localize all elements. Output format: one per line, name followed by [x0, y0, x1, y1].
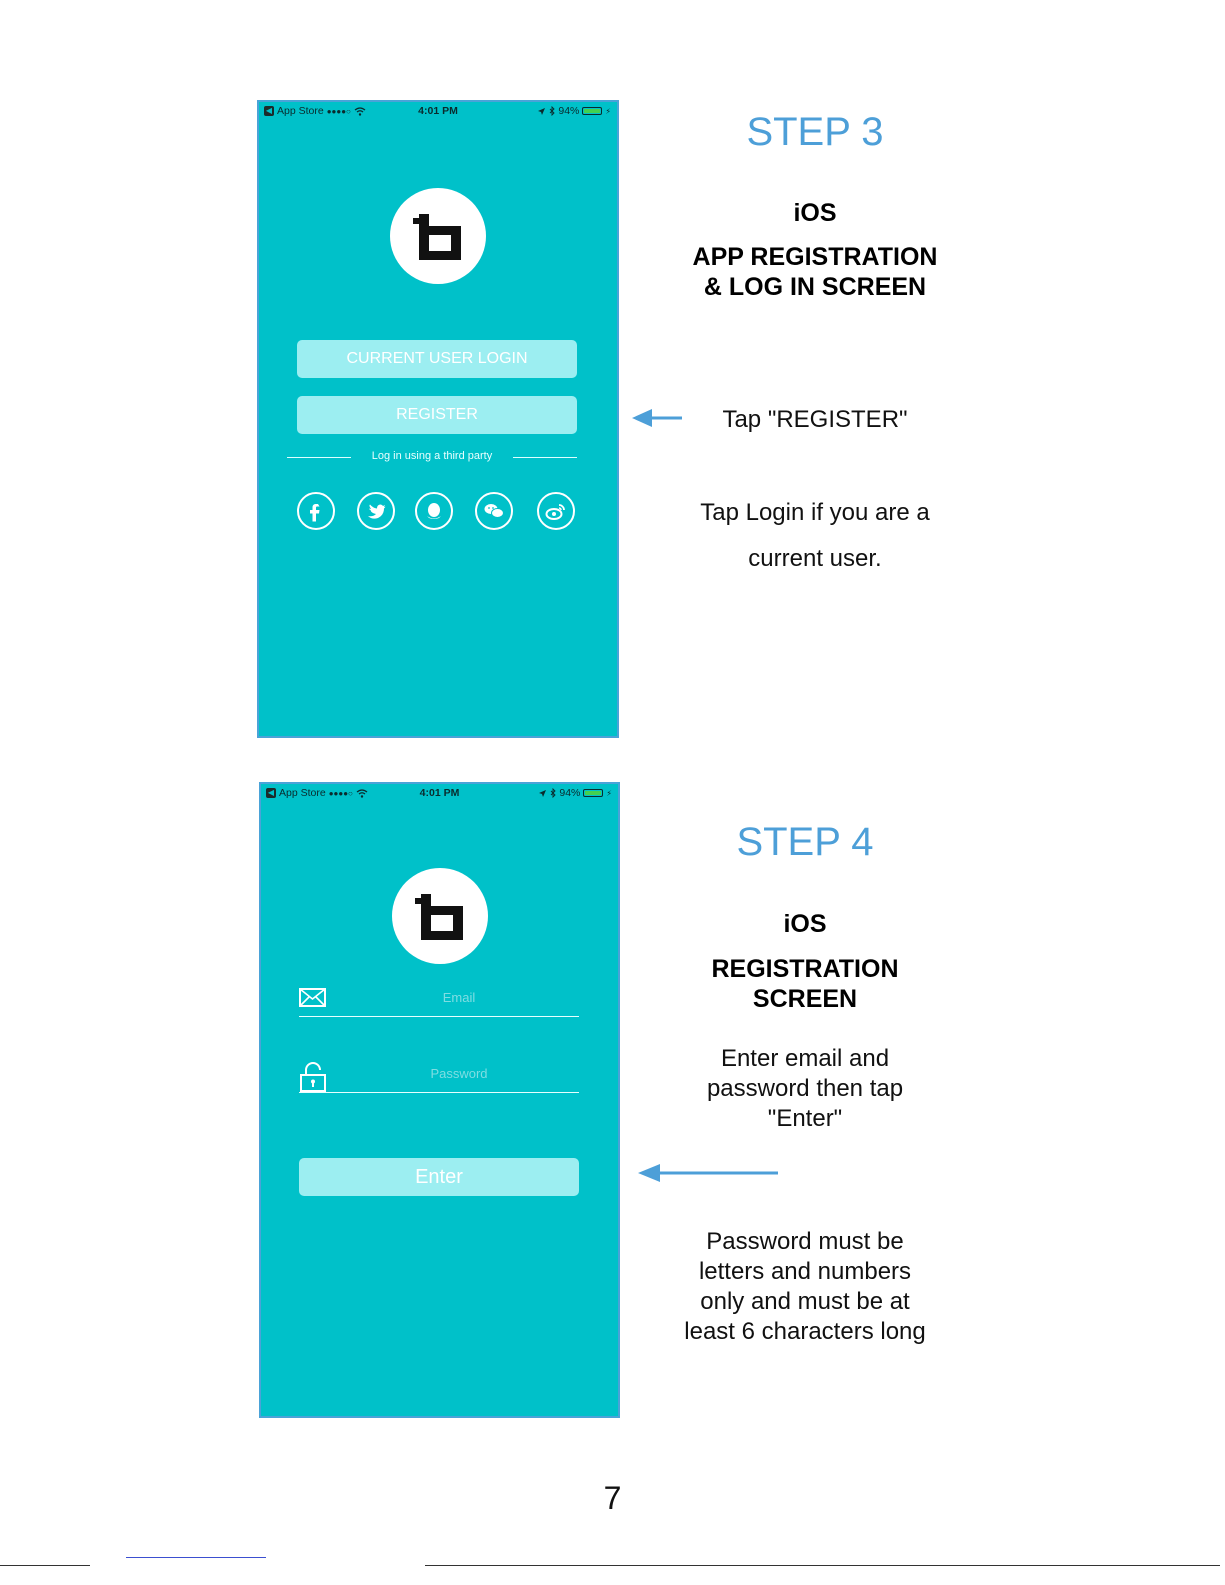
footer-rule: [425, 1565, 1220, 1566]
wechat-icon[interactable]: [475, 492, 513, 530]
step4-note-line4: least 6 characters long: [684, 1318, 926, 1345]
weibo-icon[interactable]: [537, 492, 575, 530]
location-arrow-icon: [537, 107, 546, 116]
step4-title: STEP 4: [736, 820, 874, 864]
qq-icon[interactable]: [415, 492, 453, 530]
app-logo: [392, 868, 488, 964]
twitter-icon[interactable]: [357, 492, 395, 530]
battery-icon: [582, 107, 602, 115]
step3-instruction: Tap "REGISTER": [722, 406, 908, 433]
status-time: 4:01 PM: [418, 105, 458, 117]
back-arrow-icon[interactable]: ◀: [265, 106, 273, 115]
step4-note-line1: Password must be: [706, 1228, 904, 1255]
signal-strength-icon: ●●●●○: [326, 106, 351, 116]
facebook-icon[interactable]: [297, 492, 335, 530]
status-bar: [259, 102, 617, 120]
step4-heading-line2: SCREEN: [752, 985, 858, 1013]
arrow-left-icon: [638, 1160, 780, 1186]
register-button[interactable]: REGISTER: [297, 396, 577, 434]
step4-instruction-line1: Enter email and: [720, 1045, 890, 1072]
step3-note-line2: current user.: [748, 545, 882, 572]
location-arrow-icon: [538, 789, 547, 798]
battery-icon: [583, 789, 603, 797]
charging-icon: ⚡: [606, 788, 612, 798]
status-bar: [261, 784, 618, 802]
email-placeholder: Email: [442, 990, 476, 1005]
registration-screen-screenshot: [259, 782, 620, 1418]
current-user-login-button[interactable]: CURRENT USER LOGIN: [297, 340, 577, 378]
step4-note-line2: letters and numbers: [698, 1258, 912, 1285]
carrier-label: App Store: [279, 787, 326, 799]
battery-percent: 94%: [558, 105, 580, 117]
step4-heading-line1: REGISTRATION: [711, 955, 899, 983]
battery-percent: 94%: [559, 787, 581, 799]
step3-heading-line2: & LOG IN SCREEN: [703, 273, 927, 301]
third-party-divider: [287, 450, 577, 464]
envelope-icon: [299, 986, 327, 1012]
third-party-label: Log in using a third party: [371, 450, 493, 462]
email-field[interactable]: [299, 984, 579, 1017]
step4-platform: iOS: [783, 910, 827, 938]
bluetooth-icon: [549, 106, 555, 116]
footer-rule: [126, 1557, 266, 1558]
status-time: 4:01 PM: [419, 787, 460, 799]
password-placeholder: Password: [430, 1066, 488, 1081]
signal-strength-icon: ●●●●○: [328, 788, 353, 798]
enter-button[interactable]: Enter: [299, 1158, 579, 1196]
step3-note-line1: Tap Login if you are a: [700, 499, 930, 526]
step4-instruction-line2: password then tap: [706, 1075, 904, 1102]
step4-instruction-line3: "Enter": [767, 1105, 843, 1132]
arrow-left-icon: [632, 405, 684, 431]
footer-rule: [0, 1565, 90, 1566]
step4-note-line3: only and must be at: [700, 1288, 910, 1315]
step3-platform: iOS: [793, 199, 837, 227]
step3-heading-line1: APP REGISTRATION: [692, 243, 938, 271]
lock-icon: [299, 1062, 327, 1088]
step3-title: STEP 3: [746, 110, 884, 154]
password-field[interactable]: [299, 1060, 579, 1093]
back-arrow-icon[interactable]: ◀: [267, 788, 275, 797]
login-screen-screenshot: [257, 100, 619, 738]
carrier-label: App Store: [277, 105, 324, 117]
page-number: 7: [603, 1480, 622, 1516]
bluetooth-icon: [550, 788, 556, 798]
app-logo: [390, 188, 486, 284]
charging-icon: ⚡: [605, 106, 611, 116]
